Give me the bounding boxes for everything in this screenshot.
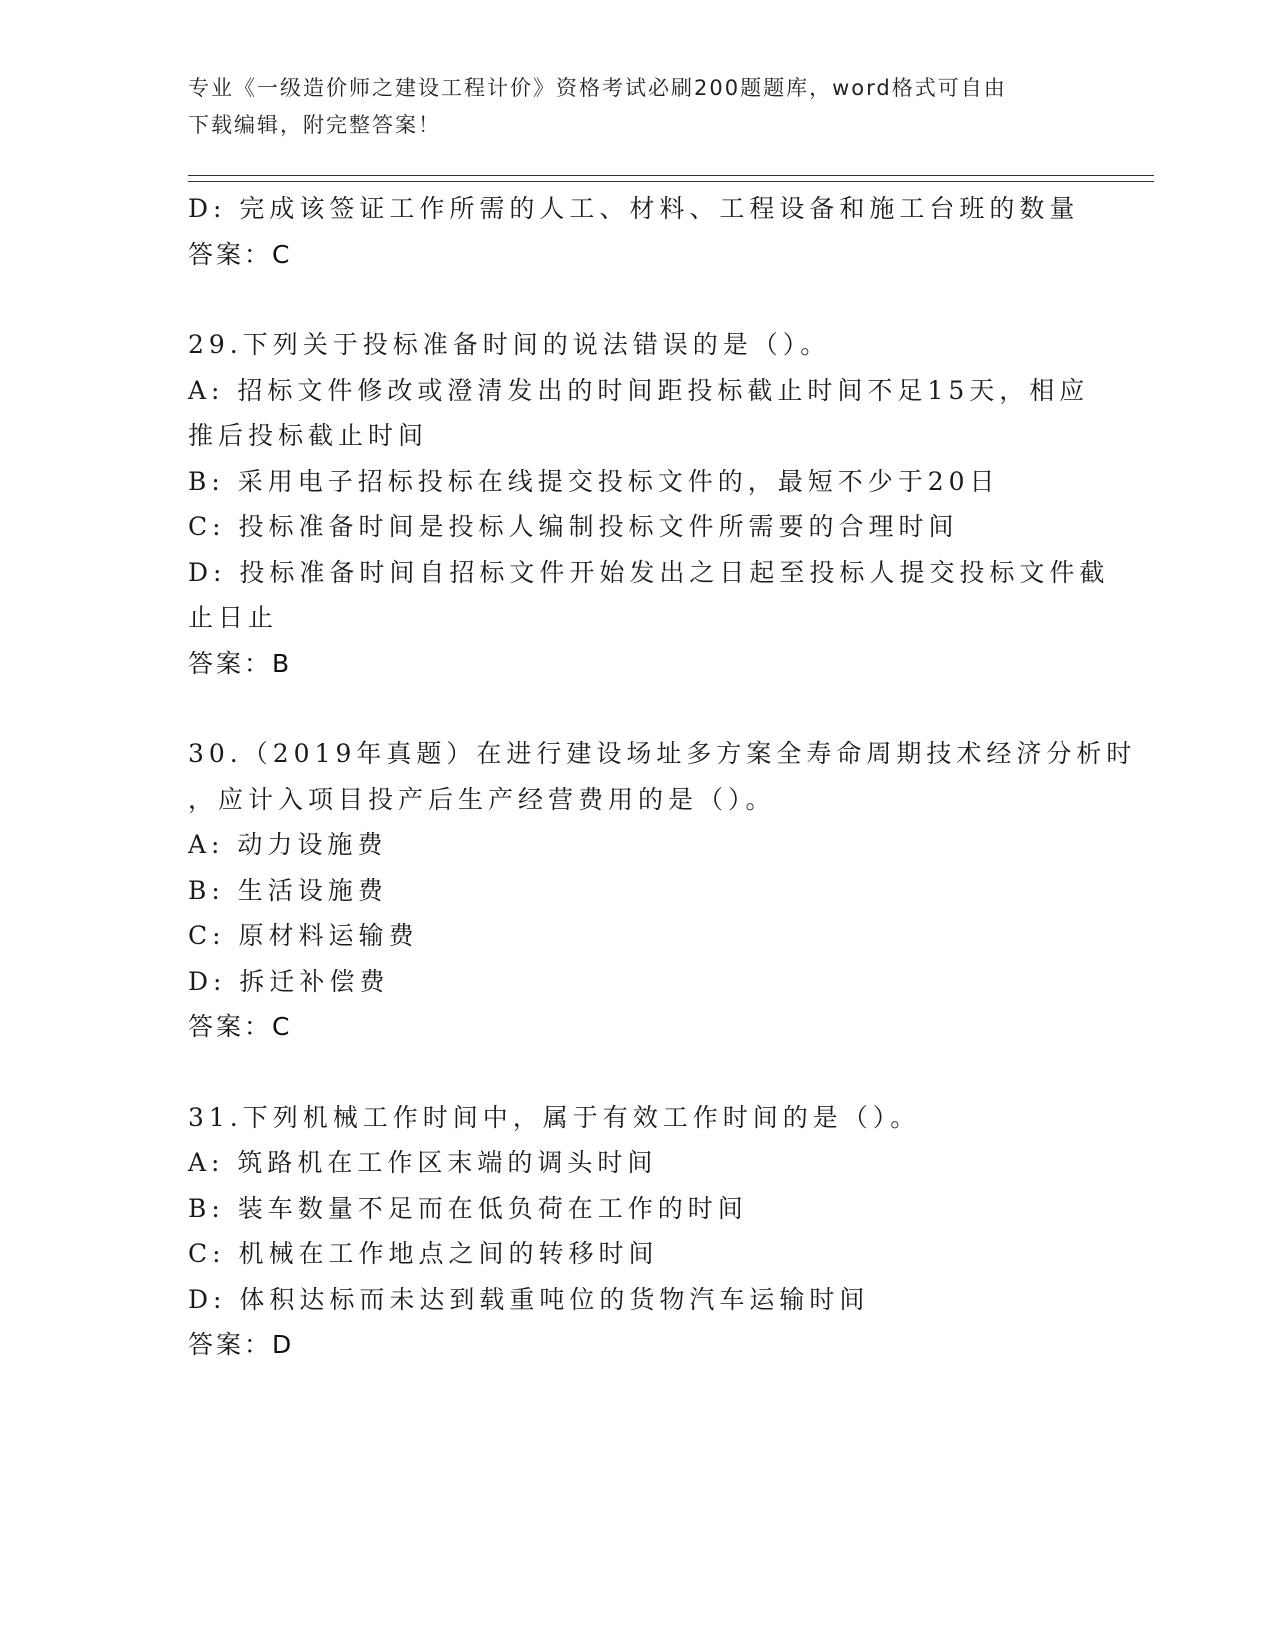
option-c: C: 投标准备时间是投标人编制投标文件所需要的合理时间	[188, 512, 959, 541]
option-a: A: 动力设施费	[188, 830, 388, 859]
question-30	[188, 731, 1137, 1050]
option-d: D: 投标准备时间自招标文件开始发出之日起至投标人提交投标文件截	[188, 557, 1110, 587]
option-d: D: 完成该签证工作所需的人工、材料、工程设备和施工台班的数量	[188, 194, 1080, 223]
answer-line: 答案：C	[188, 1012, 293, 1041]
spacer	[188, 277, 1088, 322]
answer-line: 答案：C	[188, 239, 293, 269]
option-a-continued: 推后投标截止时间	[188, 421, 429, 450]
question-28-tail	[188, 186, 1088, 277]
option-d-continued: 止日止	[188, 603, 279, 632]
question-stem-continued: ，应计入项目投产后生产经营费用的是（）。	[188, 784, 776, 814]
option-d: D: 体积达标而未达到载重吨位的货物汽车运输时间	[188, 1284, 870, 1314]
header-line-1: 专业《一级造价师之建设工程计价》资格考试必刷200题题库，word格式可自由	[188, 76, 1007, 100]
option-c: C: 原材料运输费	[188, 921, 419, 950]
answer-line: 答案：B	[188, 648, 293, 678]
spacer	[188, 686, 1088, 731]
question-29	[188, 322, 1110, 686]
option-b: B: 生活设施费	[188, 875, 388, 905]
spacer	[188, 1050, 1088, 1095]
header-line-2: 下载编辑，附完整答案！	[188, 113, 441, 137]
question-stem: 31.下列机械工作时间中，属于有效工作时间的是（）。	[188, 1102, 921, 1132]
option-a: A: 招标文件修改或澄清发出的时间距投标截止时间不足15天，相应	[188, 375, 1090, 405]
header-divider-top	[188, 175, 1154, 176]
header-divider-bottom	[188, 181, 1154, 182]
option-d: D: 拆迁补偿费	[188, 966, 390, 996]
question-31	[188, 1095, 1088, 1368]
document-body	[188, 186, 1137, 1368]
option-c: C: 机械在工作地点之间的转移时间	[188, 1239, 659, 1268]
answer-line: 答案：D	[188, 1330, 295, 1359]
option-a: A: 筑路机在工作区末端的调头时间	[188, 1148, 658, 1177]
option-b: B: 采用电子招标投标在线提交投标文件的，最短不少于20日	[188, 466, 1000, 496]
document-header	[188, 70, 1078, 144]
option-b: B: 装车数量不足而在低负荷在工作的时间	[188, 1193, 748, 1223]
question-stem: 29.下列关于投标准备时间的说法错误的是（）。	[188, 330, 831, 359]
question-stem: 30.（2019年真题）在进行建设场址多方案全寿命周期技术经济分析时	[188, 739, 1137, 768]
